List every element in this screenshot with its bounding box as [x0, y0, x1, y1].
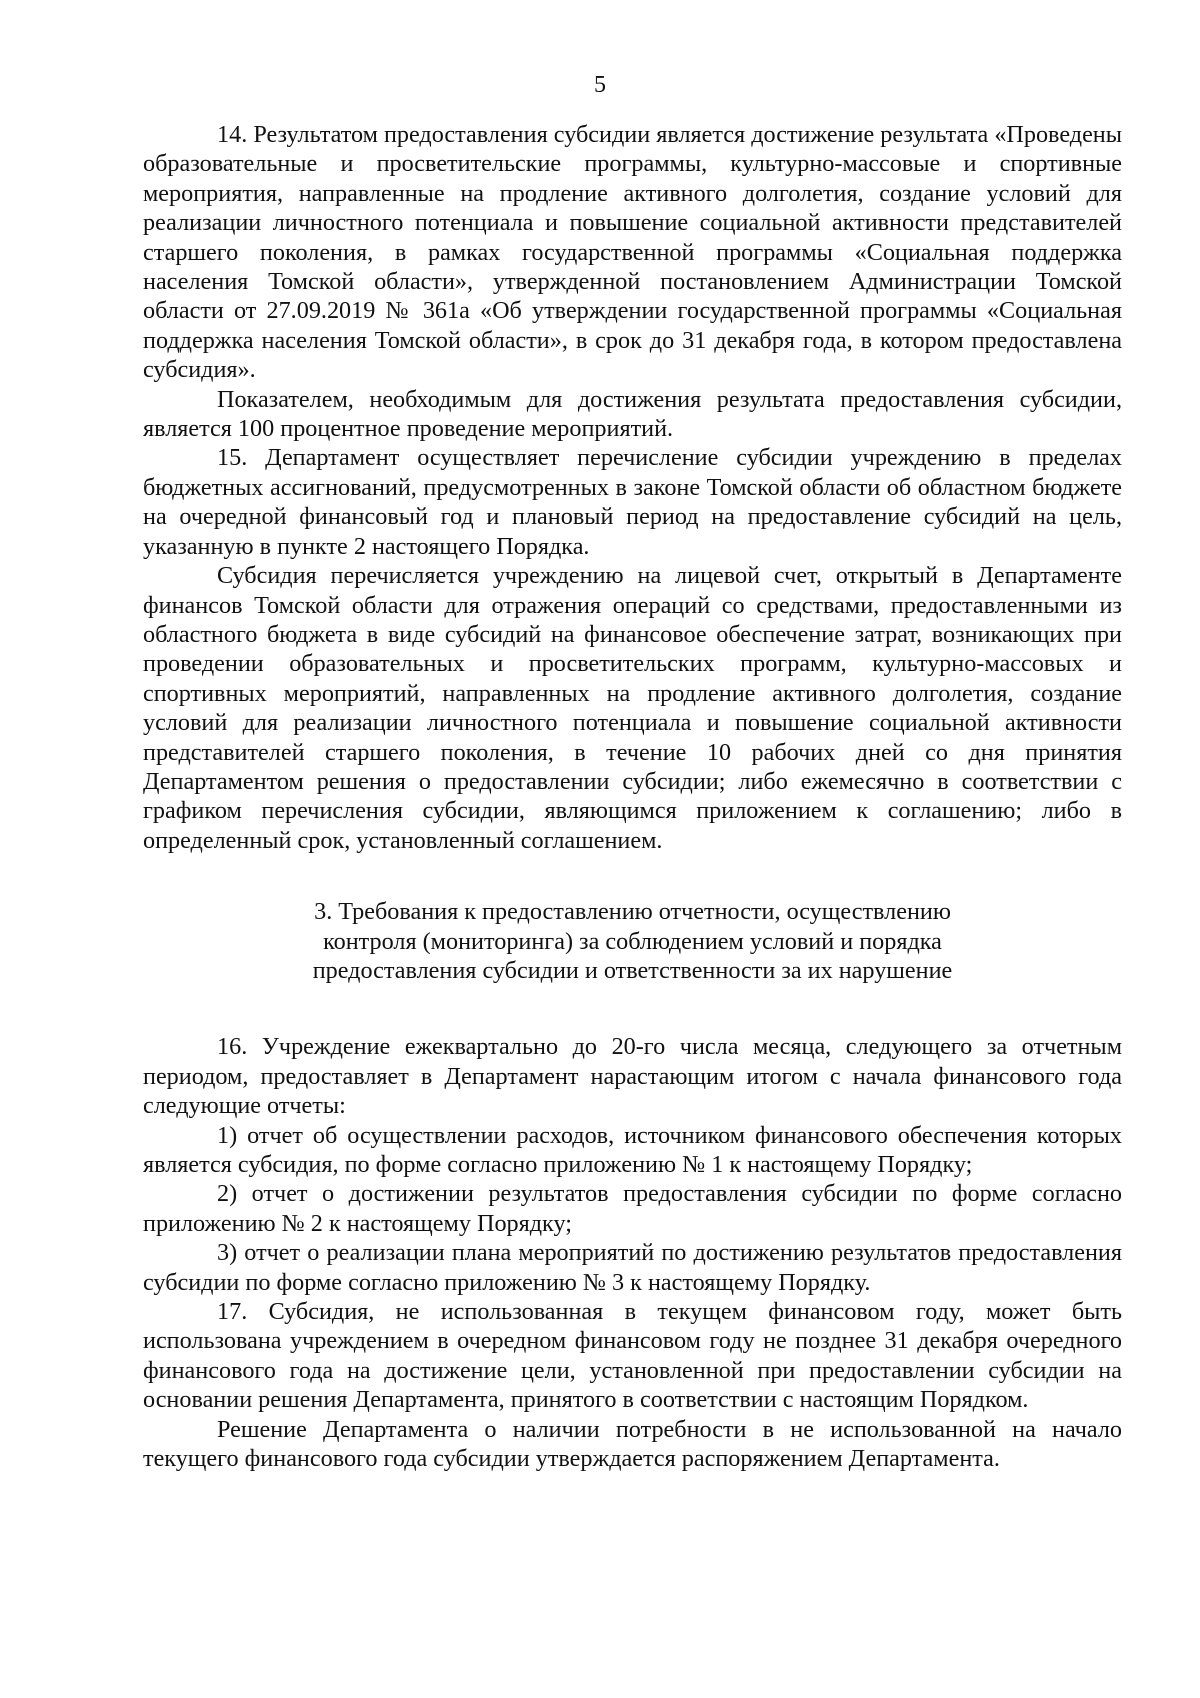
section-heading-line: 3. Требования к предоставлению отчетности, осуществлению	[314, 898, 951, 926]
list-item-report-1: 1) отчет об осуществлении расходов, источником финансового обеспечения которых является субсидия, по форме согласно приложению № 1 к настоящему Порядку;	[143, 1121, 1122, 1178]
paragraph-subsidy-transfer: Субсидия перечисляется учреждению на лицевой счет, открытый в Департаменте финансов Томской области для отражения операций со средствами, предоставленными из областного бюджета в виде субсидий на финансовое обеспечение затрат, возникающих при проведении образовательных и просветительских программ, культурно-массовых и спортивных мероприятий, направленных на продление активного долголетия, создание условий для реализации личностного потенциала и повышение социальной активности представителей старшего поколения, в течение 10 рабочих дней со дня принятия Департаментом решения о предоставлении субсидии; либо ежемесячно в соответствии с графиком перечисления субсидии, являющимся приложением к соглашению; либо в определенный срок, установленный соглашением.	[143, 562, 1122, 854]
paragraph-15: 15. Департамент осуществляет перечисление субсидии учреждению в пределах бюджетных ассигнований, предусмотренных в законе Томской области об областном бюджете на очередной финансовый год и плановый период на предоставление субсидий на цель, указанную в пункте 2 настоящего Порядка.	[143, 444, 1122, 560]
section-heading-line: контроля (мониторинга) за соблюдением условий и порядка	[323, 927, 942, 955]
list-item-report-2: 2) отчет о достижении результатов предоставления субсидии по форме согласно приложению № 2 к настоящему Порядку;	[143, 1180, 1122, 1237]
paragraph-indicator: Показателем, необходимым для достижения результата предоставления субсидии, является 100 процентное проведение мероприятий.	[143, 385, 1122, 443]
paragraph-16: 16. Учреждение ежеквартально до 20-го числа месяца, следующего за отчетным периодом, предоставляет в Департамент нарастающим итогом с начала финансового года следующие отчеты:	[143, 1033, 1122, 1120]
document-body	[143, 120, 1122, 1473]
section-heading-line: предоставления субсидии и ответственности за их нарушение	[312, 956, 953, 984]
list-item-report-3: 3) отчет о реализации плана мероприятий по достижению результатов предоставления субсидии по форме согласно приложению № 3 к настоящему Порядку.	[143, 1239, 1122, 1296]
page-number: 5	[594, 72, 606, 98]
paragraph-decision: Решение Департамента о наличии потребности в не использованной на начало текущего финансового года субсидии утверждается распоряжением Департамента.	[143, 1415, 1122, 1473]
section-heading	[143, 897, 1122, 985]
paragraph-17: 17. Субсидия, не использованная в текущем финансовом году, может быть использована учреждением в очередном финансовом году не позднее 31 декабря очередного финансового года на достижение цели, установленной при предоставлении субсидии на основании решения Департамента, принятого в соответствии с настоящим Порядком.	[143, 1298, 1122, 1414]
paragraph-14: 14. Результатом предоставления субсидии является достижение результата «Проведены образовательные и просветительские программы, культурно-массовые и спортивные мероприятия, направленные на продление активного долголетия, создание условий для реализации личностного потенциала и повышение социальной активности представителей старшего поколения, в рамках государственной программы «Социальная поддержка населения Томской области», утвержденной постановлением Администрации Томской области от 27.09.2019 № 361а «Об утверждении государственной программы «Социальная поддержка населения Томской области», в срок до 31 декабря года, в котором предоставлена субсидия».	[143, 121, 1122, 384]
